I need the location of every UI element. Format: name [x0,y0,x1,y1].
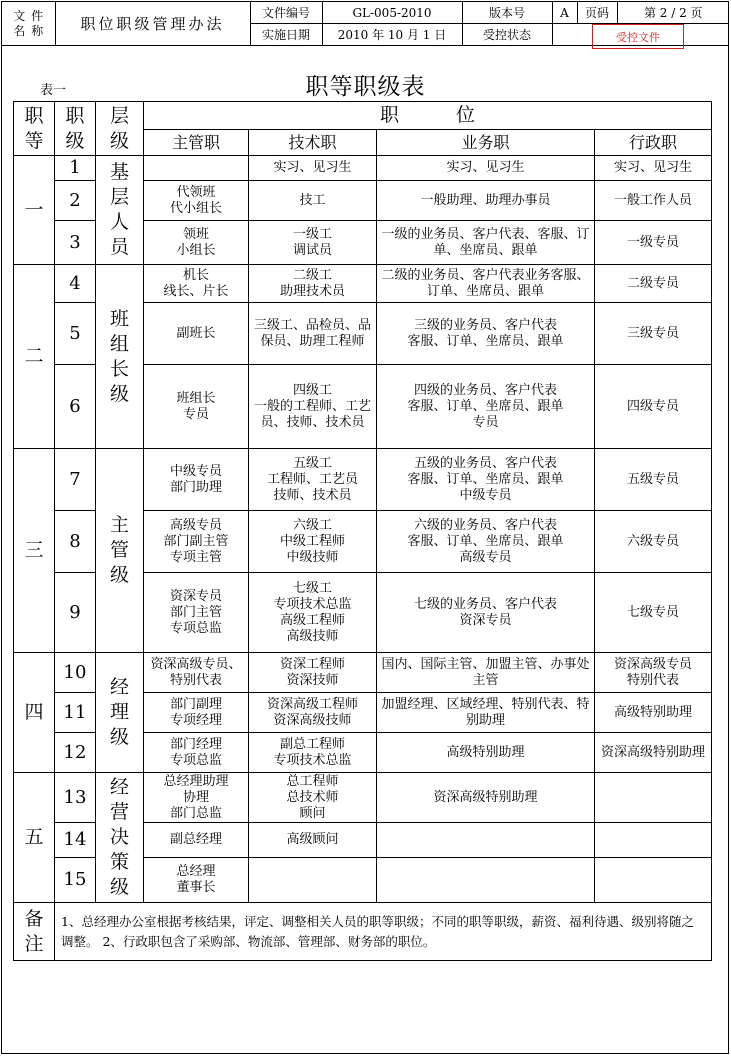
manager-cell [144,156,249,181]
technical-cell: 资深高级工程师 资深高级技师 [249,693,377,733]
table-label: 表一 [40,83,67,98]
technical-cell: 总工程师 总技术师 顾问 [249,773,377,823]
business-cell: 实习、见习生 [377,156,595,181]
document-title: 职位职级管理办法 [55,2,250,46]
manager-cell: 中级专员 部门助理 [144,449,249,511]
level-cell: 13 [55,773,96,823]
business-cell: 六级的业务员、客户代表 客服、订单、坐席员、跟单 高级专员 [377,511,595,573]
technical-cell: 六级工 中级工程师 中级技师 [249,511,377,573]
technical-cell: 副总工程师 专项技术总监 [249,733,377,773]
technical-cell: 一级工 调试员 [249,221,377,265]
admin-cell: 三级专员 [595,303,712,365]
manager-cell: 部门副理 专项经理 [144,693,249,733]
controlled-document-stamp: 受控文件 [592,24,684,49]
version-label: 版本号 [462,2,552,24]
table-row [14,449,712,511]
table-row [14,156,712,181]
technical-cell: 五级工 工程师、工艺员 技师、技术员 [249,449,377,511]
table-row [14,773,712,823]
business-cell: 四级的业务员、客户代表 客服、订单、坐席员、跟单 专员 [377,365,595,449]
business-cell: 三级的业务员、客户代表 客服、订单、坐席员、跟单 [377,303,595,365]
remarks-text: 1、总经理办公室根据考核结果，评定、调整相关人员的职等职级；不同的职等职级，薪资、福利待遇、级别将随之调整。 2、行政职包含了采购部、物流部、管理部、财务部的职位。 [55,903,712,961]
tier-cell: 班组长级 [96,265,144,449]
technical-cell: 三级工、品检员、品保员、助理工程师 [249,303,377,365]
tier-cell: 主管级 [96,449,144,653]
manager-cell: 代领班 代小组长 [144,181,249,221]
page-value: 第 2 / 2 页 [617,2,729,24]
doc-no-label: 文件编号 [250,2,322,24]
business-cell: 高级特别助理 [377,733,595,773]
grade-cell: 五 [14,773,55,903]
business-cell [377,858,595,903]
level-cell: 7 [55,449,96,511]
manager-cell: 领班 小组长 [144,221,249,265]
manager-cell: 机长 线长、片长 [144,265,249,303]
admin-cell: 六级专员 [595,511,712,573]
level-cell: 11 [55,693,96,733]
business-cell: 一级的业务员、客户代表、客服、订单、坐席员、跟单 [377,221,595,265]
header-grade: 职等 [14,102,55,156]
header-position: 职 位 [144,102,712,130]
grade-cell: 四 [14,653,55,773]
header-manager: 主管职 [144,130,249,156]
technical-cell: 高级顾问 [249,823,377,858]
business-cell: 七级的业务员、客户代表 资深专员 [377,573,595,653]
admin-cell [595,858,712,903]
header-business: 业务职 [377,130,595,156]
admin-cell: 资深高级特别助理 [595,733,712,773]
admin-cell: 二级专员 [595,265,712,303]
level-cell: 5 [55,303,96,365]
admin-cell: 一级专员 [595,221,712,265]
header-technical: 技术职 [249,130,377,156]
technical-cell: 四级工 一般的工程师、工艺员、技师、技术员 [249,365,377,449]
level-cell: 2 [55,181,96,221]
business-cell: 二级的业务员、客户代表业务客服、订单、坐席员、跟单 [377,265,595,303]
page-label: 页码 [577,2,617,24]
level-cell: 10 [55,653,96,693]
business-cell: 加盟经理、区域经理、特别代表、特别助理 [377,693,595,733]
header-admin: 行政职 [595,130,712,156]
level-cell: 1 [55,156,96,181]
tier-cell: 基层人员 [96,156,144,265]
business-cell: 五级的业务员、客户代表 客服、订单、坐席员、跟单 中级专员 [377,449,595,511]
level-cell: 12 [55,733,96,773]
business-cell: 国内、国际主管、加盟主管、办事处主管 [377,653,595,693]
admin-cell: 实习、见习生 [595,156,712,181]
admin-cell: 资深高级专员 特别代表 [595,653,712,693]
manager-cell: 总经理 董事长 [144,858,249,903]
manager-cell: 副班长 [144,303,249,365]
level-cell: 9 [55,573,96,653]
manager-cell: 资深专员 部门主管 专项总监 [144,573,249,653]
admin-cell: 四级专员 [595,365,712,449]
business-cell: 一般助理、助理办事员 [377,181,595,221]
manager-cell: 资深高级专员、特别代表 [144,653,249,693]
grade-cell: 一 [14,156,55,265]
table-title: 职等职级表 [305,74,426,100]
level-cell: 6 [55,365,96,449]
technical-cell: 实习、见习生 [249,156,377,181]
effective-date-value: 2010 年 10 月 1 日 [322,24,462,46]
manager-cell: 高级专员 部门副主管 专项主管 [144,511,249,573]
level-cell: 4 [55,265,96,303]
grade-level-table [13,101,712,961]
remarks-label: 备注 [14,903,55,961]
version-value: A [552,2,577,24]
level-cell: 15 [55,858,96,903]
admin-cell: 高级特别助理 [595,693,712,733]
tier-cell: 经营决策级 [96,773,144,903]
table-row [14,265,712,303]
admin-cell [595,823,712,858]
manager-cell: 总经理助理 协理 部门总监 [144,773,249,823]
business-cell [377,823,595,858]
technical-cell: 资深工程师 资深技师 [249,653,377,693]
level-cell: 14 [55,823,96,858]
technical-cell: 七级工 专项技术总监 高级工程师 高级技师 [249,573,377,653]
header-tier: 层级 [96,102,144,156]
grade-cell: 三 [14,449,55,653]
tier-cell: 经理级 [96,653,144,773]
table-row [14,653,712,693]
doc-no-value: GL-005-2010 [322,2,462,24]
admin-cell [595,773,712,823]
technical-cell [249,858,377,903]
business-cell: 资深高级特别助理 [377,773,595,823]
file-name-label: 文件名称 [2,2,55,46]
manager-cell: 部门经理 专项总监 [144,733,249,773]
grade-cell: 二 [14,265,55,449]
admin-cell: 五级专员 [595,449,712,511]
technical-cell: 技工 [249,181,377,221]
control-status-label: 受控状态 [462,24,552,46]
header-level: 职级 [55,102,96,156]
admin-cell: 一般工作人员 [595,181,712,221]
manager-cell: 班组长 专员 [144,365,249,449]
admin-cell: 七级专员 [595,573,712,653]
technical-cell: 二级工 助理技术员 [249,265,377,303]
manager-cell: 副总经理 [144,823,249,858]
effective-date-label: 实施日期 [250,24,322,46]
level-cell: 3 [55,221,96,265]
level-cell: 8 [55,511,96,573]
